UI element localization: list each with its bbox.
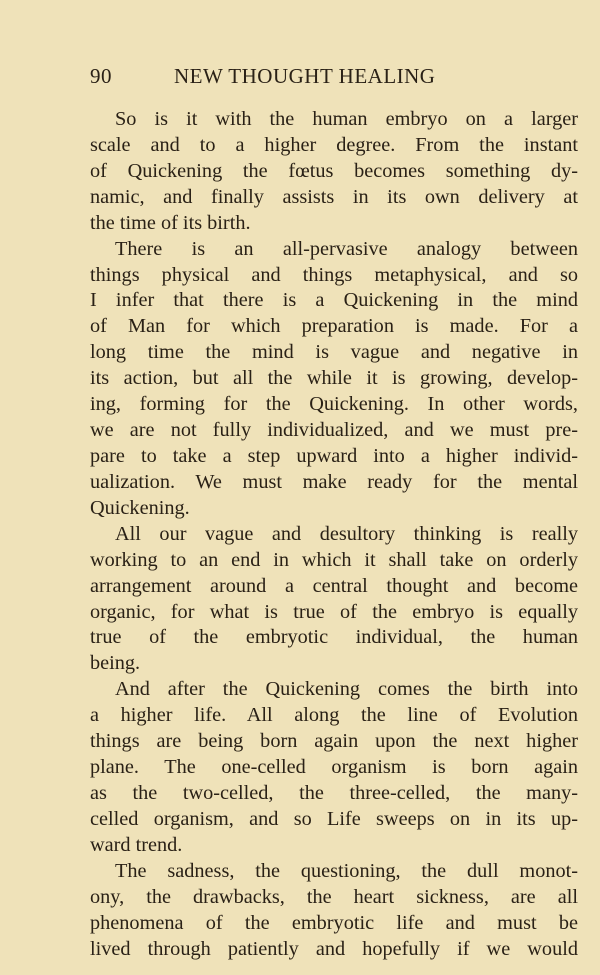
text-line: organic, for what is true of the embryo is equally [90,600,578,623]
text-line: of Quickening the fœtus becomes something dy- [90,159,578,182]
paragraph [90,859,578,963]
text-line: So is it with the human embryo on a larger [115,108,578,130]
text-line: things physical and things metaphysical, and so [90,263,578,286]
text-line: Quickening. [90,496,190,519]
text-line: scale and to a higher degree. From the instant [90,133,578,156]
text-line: ualization. We must make ready for the mental [90,470,578,493]
text-line: phenomena of the embryotic life and must be [90,911,578,934]
text-line: All our vague and desultory thinking is really [115,522,578,545]
text-line: true of the embryotic individual, the human [90,626,578,649]
text-line: lived through patiently and hopefully if we would [90,937,578,960]
text-line: celled organism, and so Life sweeps on in its up- [90,807,578,830]
text-line: ing, forming for the Quickening. In other words, [90,393,578,416]
text-line: pare to take a step upward into a higher individ- [90,444,578,467]
text-line: arrangement around a central thought and become [90,574,578,597]
page-body [90,107,578,962]
running-title: NEW THOUGHT HEALING [174,64,436,88]
text-line: as the two-celled, the three-celled, the many- [90,781,578,804]
text-line: the time of its birth. [90,211,251,234]
page-number: 90 [90,64,112,88]
text-line: And after the Quickening comes the birth into [115,678,578,701]
text-line: its action, but all the while it is growing, develop- [90,367,578,390]
running-header [90,64,510,94]
text-line: of Man for which preparation is made. For a [90,315,578,338]
text-line: things are being born again upon the next higher [90,730,578,753]
text-line: a higher life. All along the line of Evolution [90,704,578,727]
paragraph [90,237,578,522]
paragraph [90,107,578,237]
text-line: plane. The one-celled organism is born again [90,756,578,779]
text-line: being. [90,652,141,675]
text-line: namic, and finally assists in its own delivery at [90,185,578,208]
text-line: we are not fully individualized, and we must pre- [90,419,578,442]
text-line: working to an end in which it shall take on orderly [90,548,578,571]
text-line: ony, the drawbacks, the heart sickness, are all [90,885,578,908]
text-line: The sadness, the questioning, the dull monot- [115,859,578,882]
text-line: I infer that there is a Quickening in the mind [90,289,578,312]
paragraph [90,677,578,858]
text-line: There is an all-pervasive analogy between [115,237,578,260]
paragraph [90,522,578,678]
text-line: ward trend. [90,833,183,856]
text-line: long time the mind is vague and negative in [90,341,578,364]
